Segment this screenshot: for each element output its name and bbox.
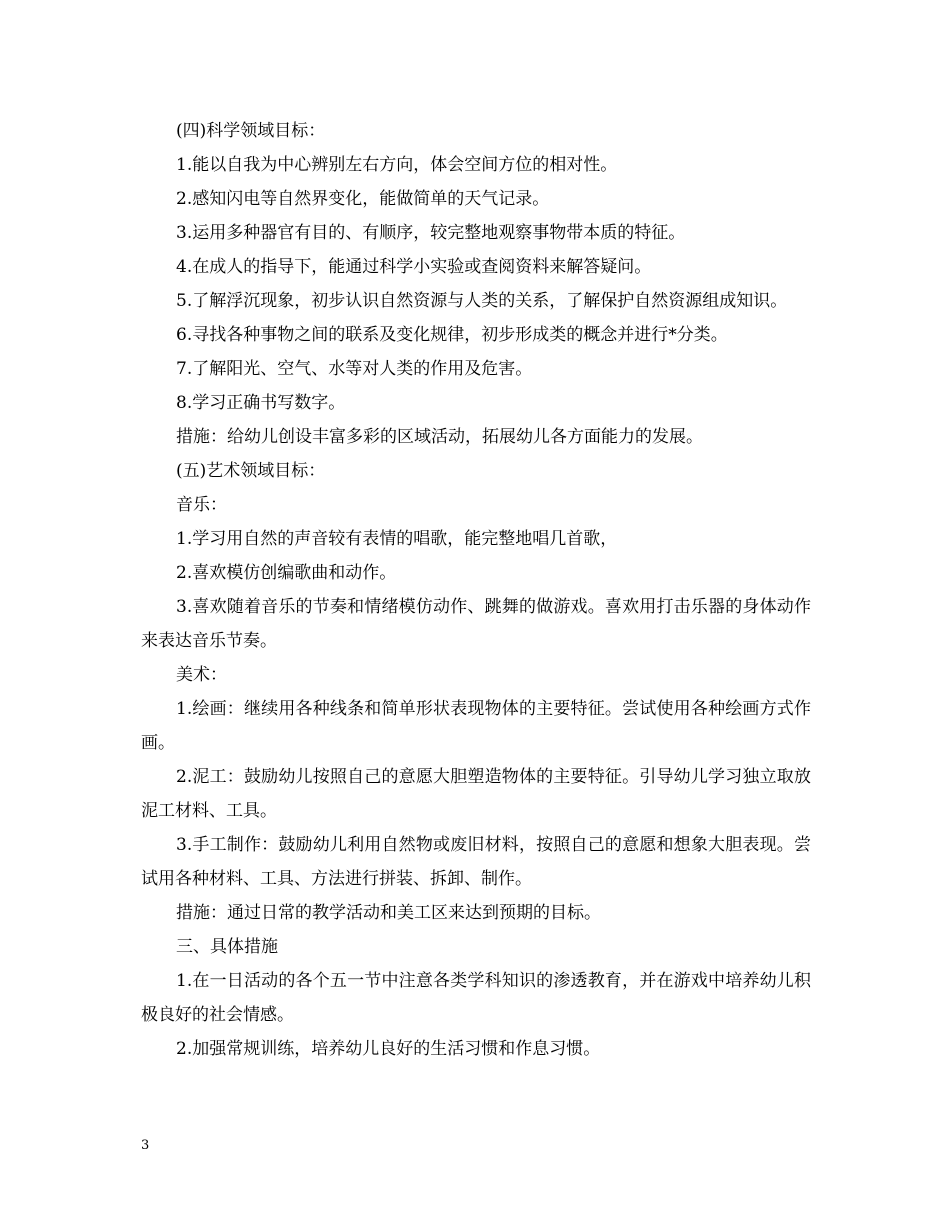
- heading-art-goals: (五)艺术领域目标：: [176, 461, 326, 481]
- list-item: 5.了解浮沉现象，初步认识自然资源与人类的关系，了解保护自然资源组成知识。: [176, 291, 788, 311]
- list-item: 8.学习正确书写数字。: [176, 393, 346, 413]
- list-item: 2.感知闪电等自然界变化，能做简单的天气记录。: [176, 189, 550, 209]
- list-item: 2.喜欢模仿创编歌曲和动作。: [176, 563, 397, 583]
- heading-specific-measures: 三、具体措施: [176, 937, 278, 957]
- list-item: 1.绘画：继续用各种线条和简单形状表现物体的主要特征。尝试使用各种绘画方式作画。: [141, 699, 811, 753]
- document-body: [141, 114, 811, 1066]
- list-item: 3.运用多种器官有目的、有顺序，较完整地观察事物带本质的特征。: [176, 223, 686, 243]
- list-item: 3.手工制作：鼓励幼儿利用自然物或废旧材料，按照自己的意愿和想象大胆表现。尝试用各种材料、工具、方法进行拼装、拆卸、制作。: [141, 835, 811, 889]
- list-item: 7.了解阳光、空气、水等对人类的作用及危害。: [176, 359, 533, 379]
- list-item: 1.学习用自然的声音较有表情的唱歌，能完整地唱几首歌，: [176, 529, 618, 549]
- list-item: 6.寻找各种事物之间的联系及变化规律，初步形成类的概念并进行*分类。: [176, 325, 728, 345]
- measures-paragraph: 措施：通过日常的教学活动和美工区来达到预期的目标。: [176, 903, 601, 923]
- list-item: 2.加强常规训练，培养幼儿良好的生活习惯和作息习惯。: [176, 1039, 601, 1059]
- subheading-fine-arts: 美术：: [176, 665, 227, 685]
- list-item: 1.在一日活动的各个五一节中注意各类学科知识的渗透教育，并在游戏中培养幼儿积极良好的社会情感。: [141, 971, 811, 1025]
- subheading-music: 音乐：: [176, 495, 227, 515]
- measures-paragraph: 措施：给幼儿创设丰富多彩的区域活动，拓展幼儿各方面能力的发展。: [176, 427, 703, 447]
- heading-science-goals: (四)科学领域目标：: [176, 121, 326, 141]
- list-item: 4.在成人的指导下，能通过科学小实验或查阅资料来解答疑问。: [176, 257, 652, 277]
- list-item: 2.泥工：鼓励幼儿按照自己的意愿大胆塑造物体的主要特征。引导幼儿学习独立取放泥工材料、工具。: [141, 767, 811, 821]
- list-item: 3.喜欢随着音乐的节奏和情绪模仿动作、跳舞的做游戏。喜欢用打击乐器的身体动作来表达音乐节奏。: [141, 597, 811, 651]
- list-item: 1.能以自我为中心辨别左右方向，体会空间方位的相对性。: [176, 155, 618, 175]
- page-number: 3: [141, 1138, 150, 1153]
